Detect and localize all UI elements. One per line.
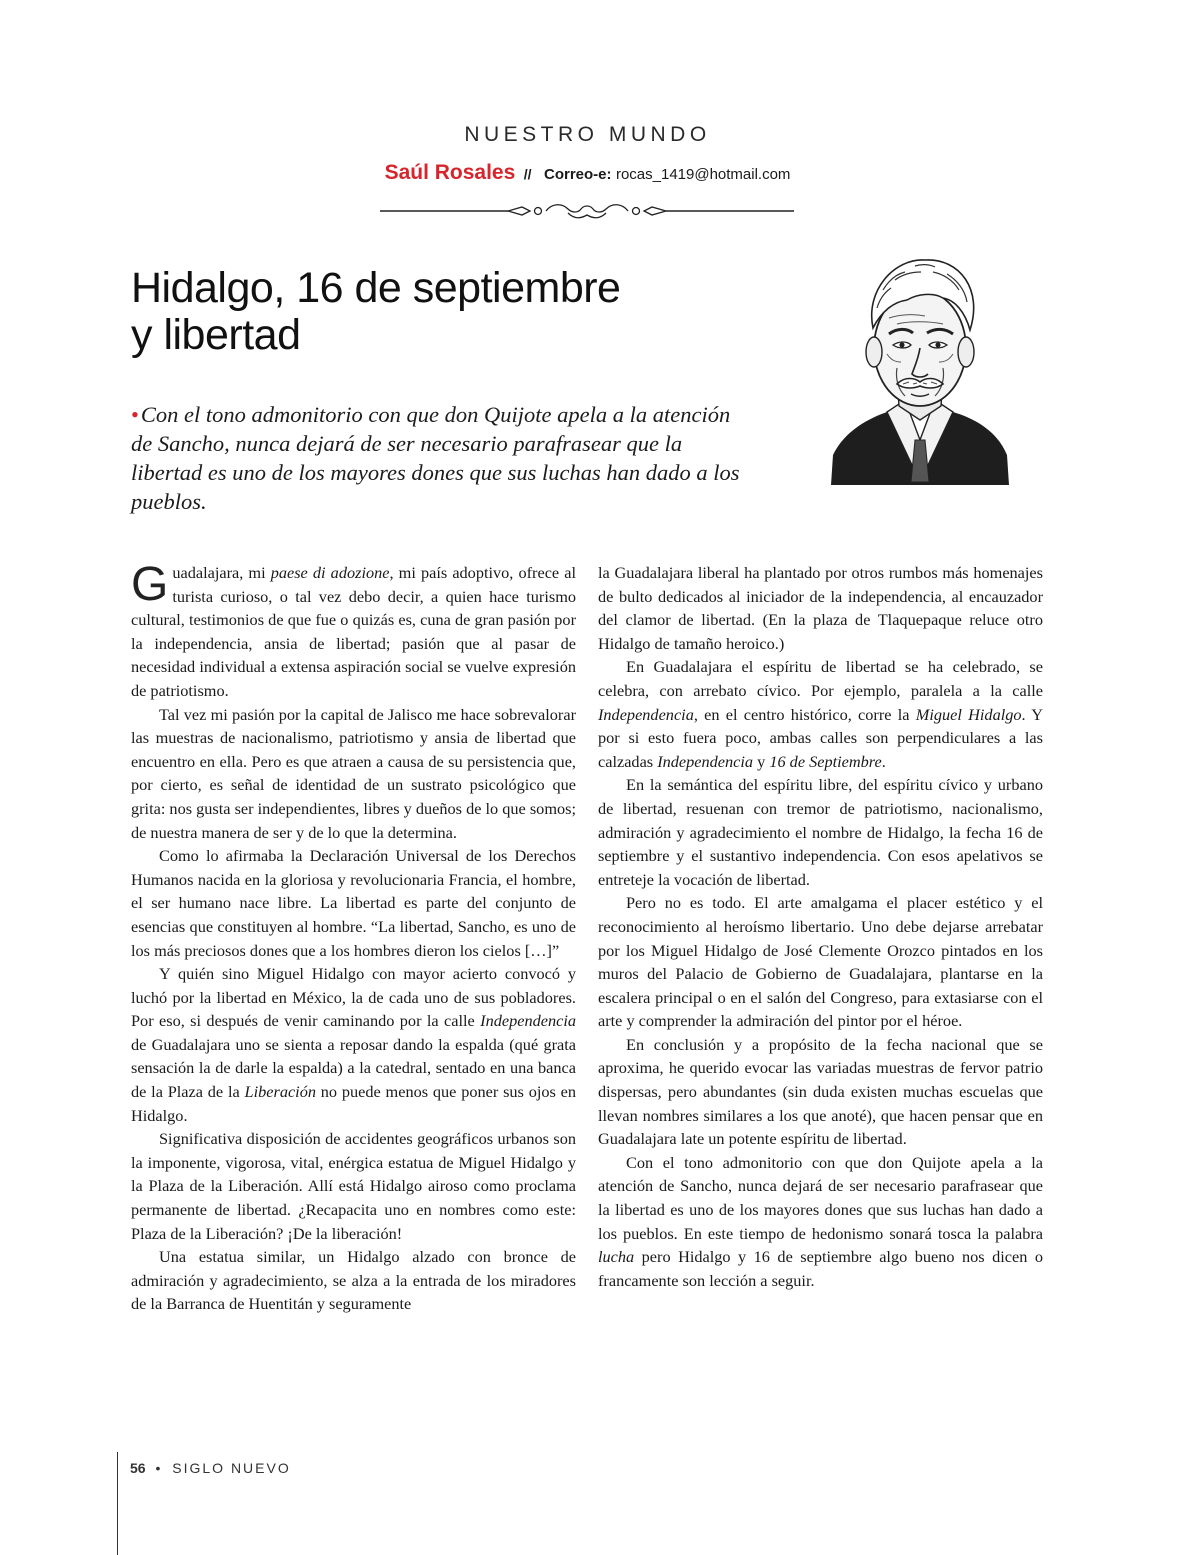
italic-phrase: Miguel Hidalgo [915,704,1022,724]
paragraph-3: Como lo afirmaba la Declaración Universal de los Derechos Humanos nacida en la gloriosa y revolucionaria Francia, el hombre, el ser humano nace libre. La libertad es parte del conjunto de esencias que constituyen al hombre. “La libertad, Sancho, es uno de los más preciosos dones que a los hombres dieron los cielos […]” [131,846,576,960]
page-number: 56 [130,1460,146,1476]
lede-text: Con el tono admonitorio con que don Quijote apela a la atención de Sancho, nunca dejará de ser necesario parafrasear que la libertad es uno de los mayores dones que sus luchas han dado a los pueblos. [131,402,740,514]
article-title-line-2: y libertad [131,311,301,359]
lede-bullet: • [131,402,139,427]
italic-phrase: Independencia [657,751,754,771]
paragraph-8: En la semántica del espíritu libre, del espíritu cívico y urbano de libertad, resuenan con tremor de patriotismo, nacionalismo, admiración y agradecimiento el nombre de Hidalgo, la fecha 16 de septiembre y el sustantivo independencia. Con esos apelativos se entreteje la vocación de libertad. [598,775,1043,889]
byline [0,161,1175,185]
paragraph-6-continued: la Guadalajara liberal ha plantado por otros rumbos más homenajes de bulto dedicados al iniciador de la independencia, al encauzador del clamor de libertad. (En la plaza de Tlaquepaque reluce otro Hidalgo de tamaño heroico.) [598,563,1043,653]
paragraph-text: En Guadalajara el espíritu de libertad se ha celebrado, se celebra, con arrebato cívico. Por ejemplo, paralela a la calle [598,657,1043,700]
section-label: NUESTRO MUNDO [464,123,711,146]
column-left [131,558,577,1316]
paragraph-2: Tal vez mi pasión por la capital de Jalisco me hace sobrevalorar las muestras de nacionalismo, patriotismo y ansia de libertad que encuentro en ella. Pero es que atraen a causa de su persistencia que, por cierto, es señal de identidad de un sustrato psicológico que grita: nos gusta ser independientes, libres y dueños de lo que somos; de nuestra manera de ser y de lo que la determina. [131,704,576,842]
italic-phrase: Independencia [480,1011,576,1031]
paragraph-11 [598,1151,1043,1293]
paragraph-text: y [753,751,770,771]
author-portrait-illustration [825,250,1015,485]
article-title [131,265,771,359]
article-title-line-1: Hidalgo, 16 de septiembre [131,264,621,312]
paragraph-text: , en el centro histórico, corre la [693,704,916,724]
paragraph-text: pero Hidalgo y 16 de septiembre algo bueno nos dicen o francamente son lección a seguir. [598,1247,1043,1290]
paragraph-4 [131,962,576,1127]
italic-phrase: lucha [598,1247,635,1267]
paragraph-text: , mi país adoptivo, ofrece al turista curioso, o tal vez debo decir, a quien hace turismo cultural, testimonios de que fue o quizás es, cuna de gran pasión por la independencia, ansia de libertad; pasión que al pasar de necesidad individual a extensa aspiración social se vuelve expresión de patriotismo. [131,563,577,700]
italic-phrase: Independencia [598,704,694,724]
paragraph-text: Con el tono admonitorio con que don Quijote apela a la atención de Sancho, nunca dejará de ser necesario parafrasear que la libertad es uno de los mayores dones que sus luchas han dado a los pueblos. En este tiempo de hedonismo sonará tosca la palabra [598,1152,1043,1243]
drop-cap: G [131,558,169,611]
decorative-rule-icon [380,198,794,224]
publication-name: SIGLO NUEVO [172,1460,291,1476]
paragraph-7 [598,655,1043,773]
author-name: Saúl Rosales [384,161,516,184]
paragraph-text: uadalajara, mi [172,563,271,582]
paragraph-text: . Y por si esto fuera poco, ambas calles son perpendiculares a las calzadas [598,704,1043,771]
italic-phrase: 16 de Septiembre [769,751,882,771]
column-right [598,561,1043,1292]
paragraph-9: Pero no es todo. El arte amalgama el placer estético y el reconocimiento al heroísmo libertario. Uno debe dejarse arrebatar por los Miguel Hidalgo de José Clemente Orozco pintados en los muros del Palacio de Gobierno de Guadalajara, plantarse en la escalera principal o en el salón del Congreso, para extasiarse con el arte y comprender la admiración del pintor por el héroe. [598,893,1043,1031]
byline-separator: // [523,166,532,182]
article-lede [131,400,741,516]
email-label: Correo-e: [543,166,612,183]
email-address: rocas_1419@hotmail.com [615,166,791,183]
paragraph-text: de Guadalajara uno se sienta a reposar dando la espalda (qué grata sensación la de darle la espalda) a la catedral, sentado en una banca de la Plaza de la [131,1034,576,1102]
page-folio [130,1460,291,1476]
italic-phrase: paese di adozione [270,563,390,582]
paragraph-text: Y quién sino Miguel Hidalgo con mayor acierto convocó y luchó por la libertad en México, la de cada uno de sus pobladores. Por eso, si después de venir caminando por la calle [131,964,576,1031]
footer-vertical-rule [117,1452,118,1555]
paragraph-10: En conclusión y a propósito de la fecha nacional que se aproxima, he querido evocar las variadas muestras de fervor patrio dispersas, pero abundantes (sin duda existen muchas escuelas que llevan nombres similares a los que anoté), que hacen pensar que en Guadalajara late un potente espíritu de libertad. [598,1034,1043,1149]
paragraph-5: Significativa disposición de accidentes geográficos urbanos son la imponente, vigorosa, vital, enérgica estatua de Miguel Hidalgo y la Plaza de la Liberación. Allí está Hidalgo airoso como proclama permanente de libertad. ¿Recapacita uno en nombres como este: Plaza de la Liberación? ¡De la liberación! [131,1129,576,1243]
paragraph-text: no puede menos que poner sus ojos en Hidalgo. [131,1082,577,1125]
paragraph-6: Una estatua similar, un Hidalgo alzado con bronce de admiración y agradecimiento, se alza a la entrada de los miradores de la Barranca de Huentitán y seguramente [131,1247,576,1314]
folio-dot: • [155,1460,163,1476]
italic-phrase: Liberación [244,1082,316,1102]
paragraph-1 [131,558,577,703]
paragraph-text: . [881,751,886,771]
